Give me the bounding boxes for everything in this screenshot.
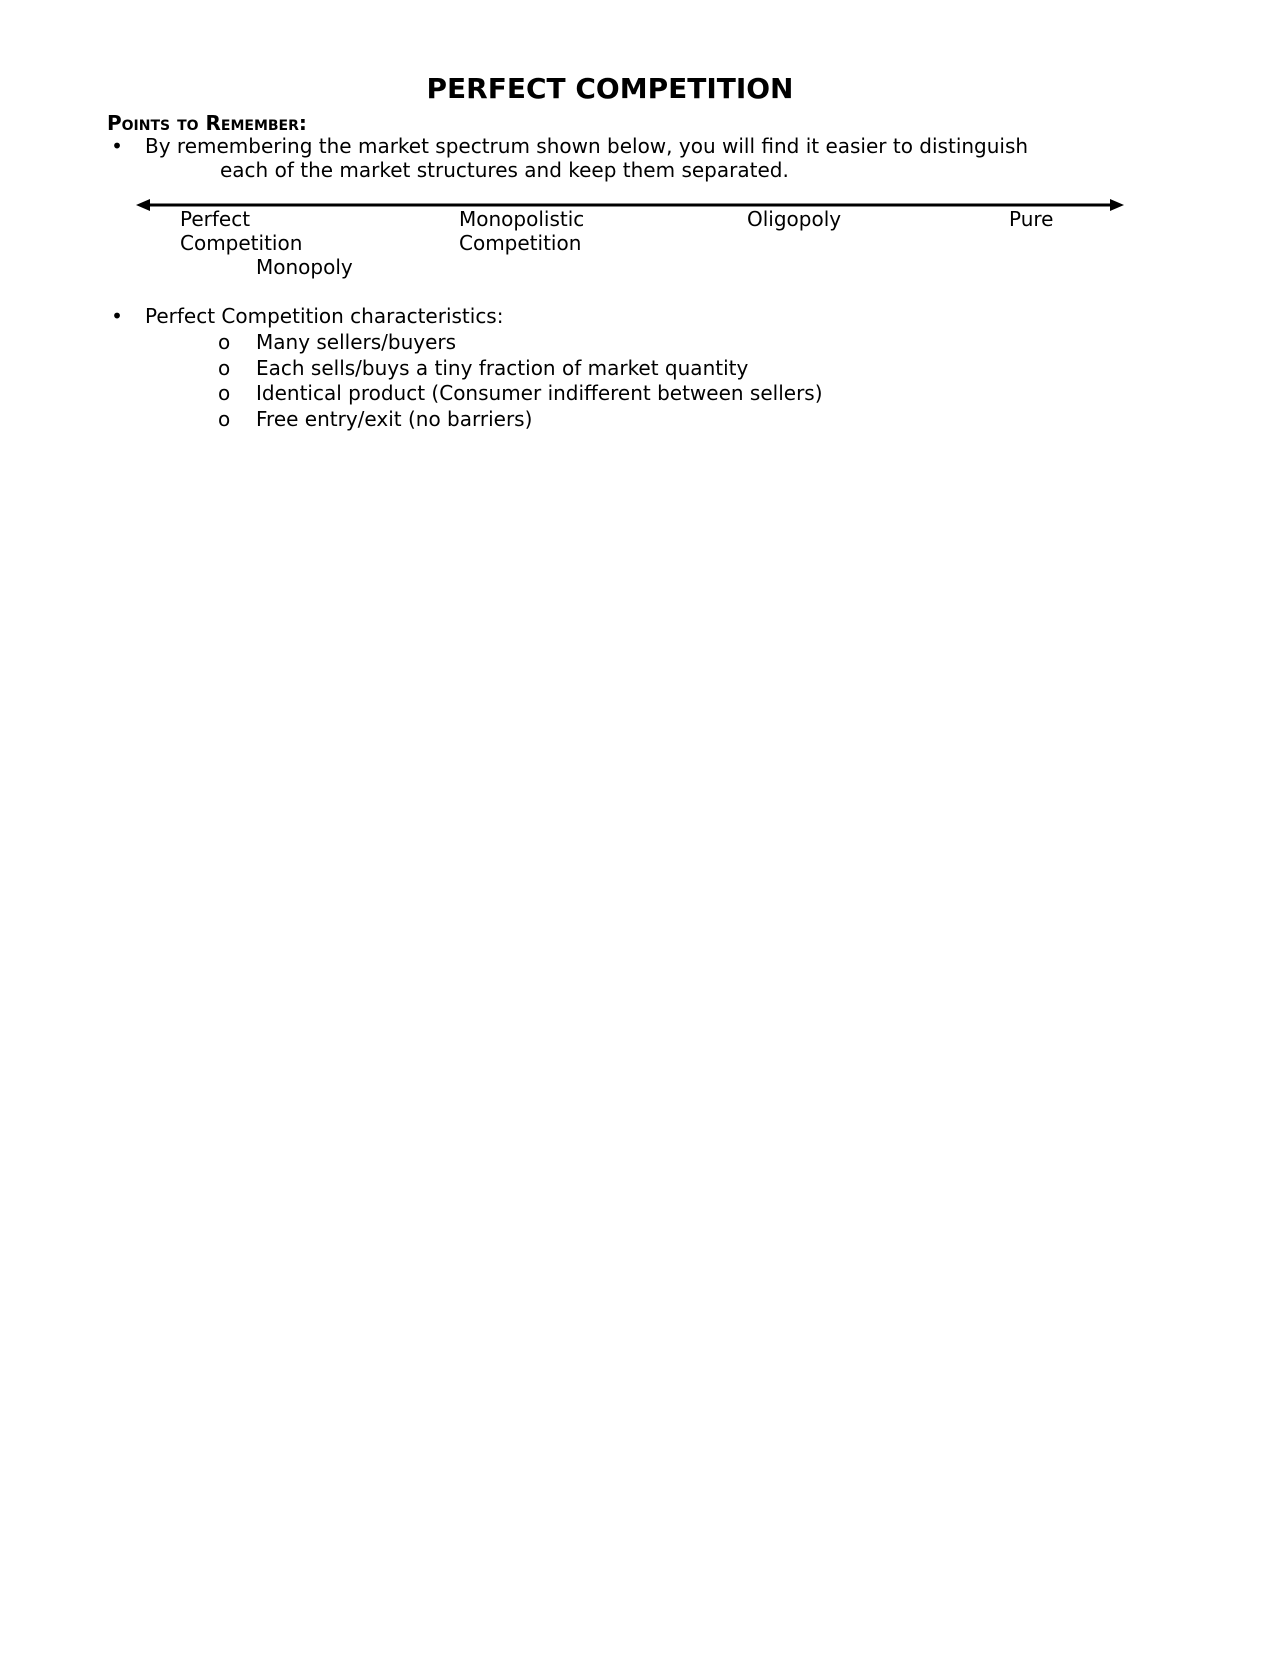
- page-title: PERFECT COMPETITION: [426, 72, 794, 105]
- sub-bullet-marker: o: [218, 381, 231, 405]
- spectrum-label-line: Competition: [180, 231, 303, 255]
- sub-bullet-marker: o: [218, 355, 231, 380]
- spectrum-label-perfect-competition: [180, 207, 302, 255]
- bullet-text-line-2: each of the market structures and keep them separated.: [220, 158, 789, 182]
- spectrum-label-monopolistic-competition: [459, 207, 584, 255]
- arrow-left-icon: [136, 199, 150, 211]
- spectrum-label-line: Competition: [459, 231, 582, 255]
- spectrum-label-oligopoly: [747, 207, 841, 231]
- spectrum-label-line: Pure: [1009, 207, 1054, 231]
- bullet-text-line-1: By remembering the market spectrum shown below, you will find it easier to distinguish: [145, 134, 1029, 158]
- spectrum-label-pure: [1009, 207, 1053, 231]
- spectrum-label-line: Monopolistic: [459, 207, 585, 231]
- list-item-text: Identical product (Consumer indifferent between sellers): [256, 381, 823, 405]
- arrow-right-icon: [1110, 199, 1124, 211]
- list-item-text: Many sellers/buyers: [256, 330, 457, 354]
- section-heading: Points to Remember:: [107, 111, 307, 135]
- sub-bullet-marker: o: [218, 330, 231, 354]
- list-item-text: Free entry/exit (no barriers): [256, 406, 533, 431]
- list-item-text: Each sells/buys a tiny fraction of market quantity: [256, 355, 749, 380]
- bullet-text: Perfect Competition characteristics:: [145, 304, 504, 328]
- sub-bullet-marker: o: [218, 406, 231, 431]
- bullet-marker: •: [111, 134, 123, 158]
- spectrum-label-line: Oligopoly: [747, 207, 842, 231]
- spectrum-label-line: Perfect: [180, 207, 251, 231]
- spectrum-label-monopoly: Monopoly: [256, 255, 353, 279]
- bullet-marker: •: [111, 304, 123, 328]
- bullet-text: [145, 134, 1028, 182]
